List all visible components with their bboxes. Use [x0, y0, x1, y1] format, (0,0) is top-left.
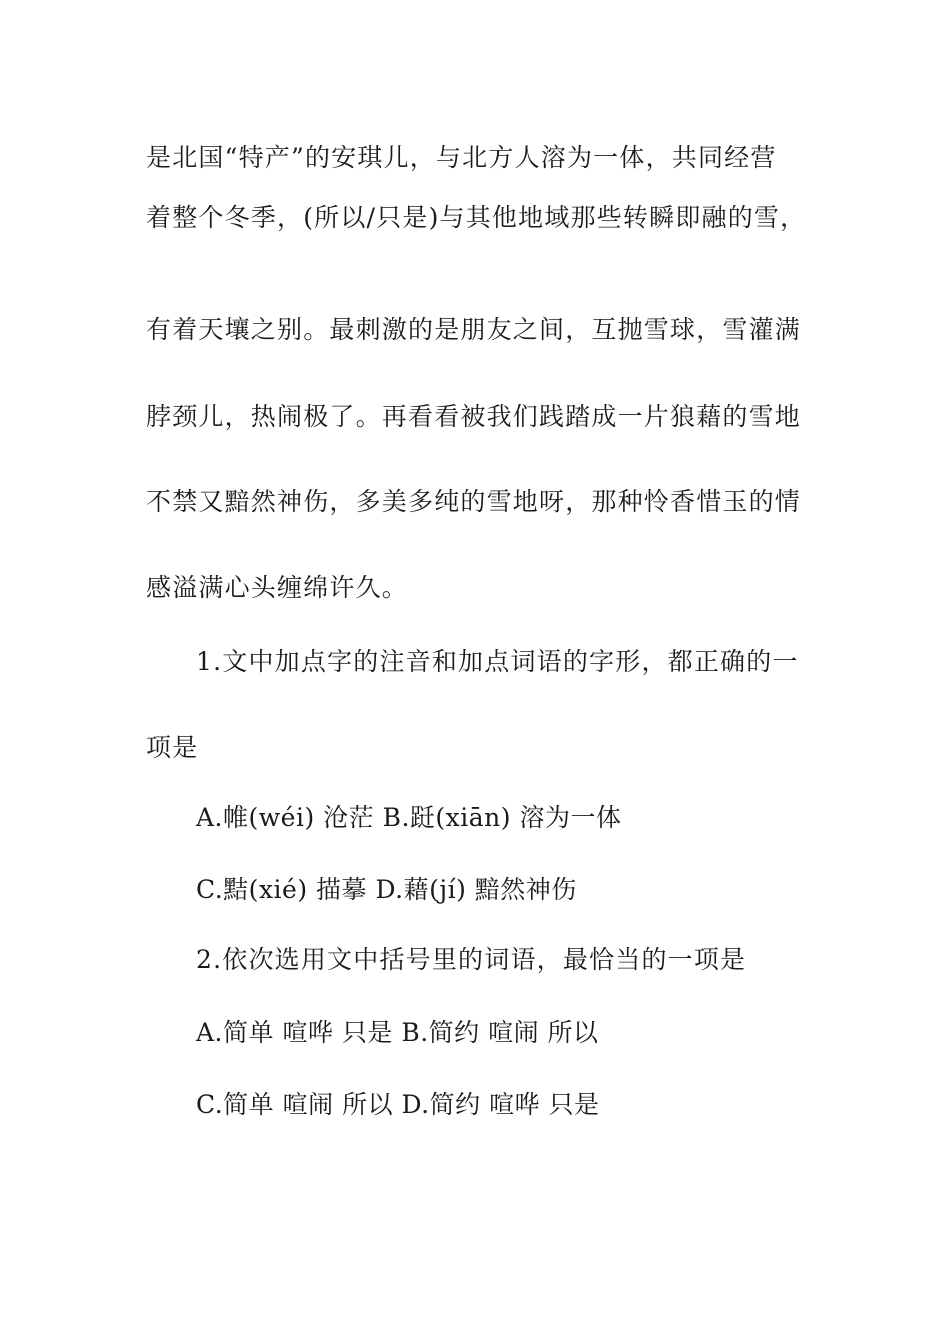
passage-line: 着整个冬季，(所以/只是)与其他地域那些转瞬即融的雪，	[146, 203, 807, 232]
question-stem-continued: 项是	[146, 733, 199, 762]
passage-line: 脖颈儿，热闹极了。再看看被我们践踏成一片狼藉的雪地	[146, 402, 802, 431]
question-stem: 1.文中加点字的注音和加点词语的字形，都正确的一	[196, 647, 799, 676]
question-options: C.简单 喧闹 所以 D.简约 喧哗 只是	[196, 1090, 600, 1119]
question-options: C.黠(xié) 描摹 D.藉(jí) 黯然神伤	[196, 875, 577, 904]
passage-line: 是北国“特产”的安琪儿，与北方人溶为一体，共同经营	[146, 143, 777, 172]
question-stem: 2.依次选用文中括号里的词语，最恰当的一项是	[196, 945, 747, 974]
question-options: A.简单 喧哗 只是 B.简约 喧闹 所以	[196, 1018, 599, 1047]
passage-line: 有着天壤之别。最刺激的是朋友之间，互抛雪球，雪灌满	[146, 315, 802, 344]
passage-line: 感溢满心头缠绵许久。	[146, 573, 409, 602]
question-options: A.帷(wéi) 沧茫 B.跹(xiān) 溶为一体	[196, 803, 622, 832]
passage-line: 不禁又黯然神伤，多美多纯的雪地呀，那种怜香惜玉的情	[146, 487, 802, 516]
